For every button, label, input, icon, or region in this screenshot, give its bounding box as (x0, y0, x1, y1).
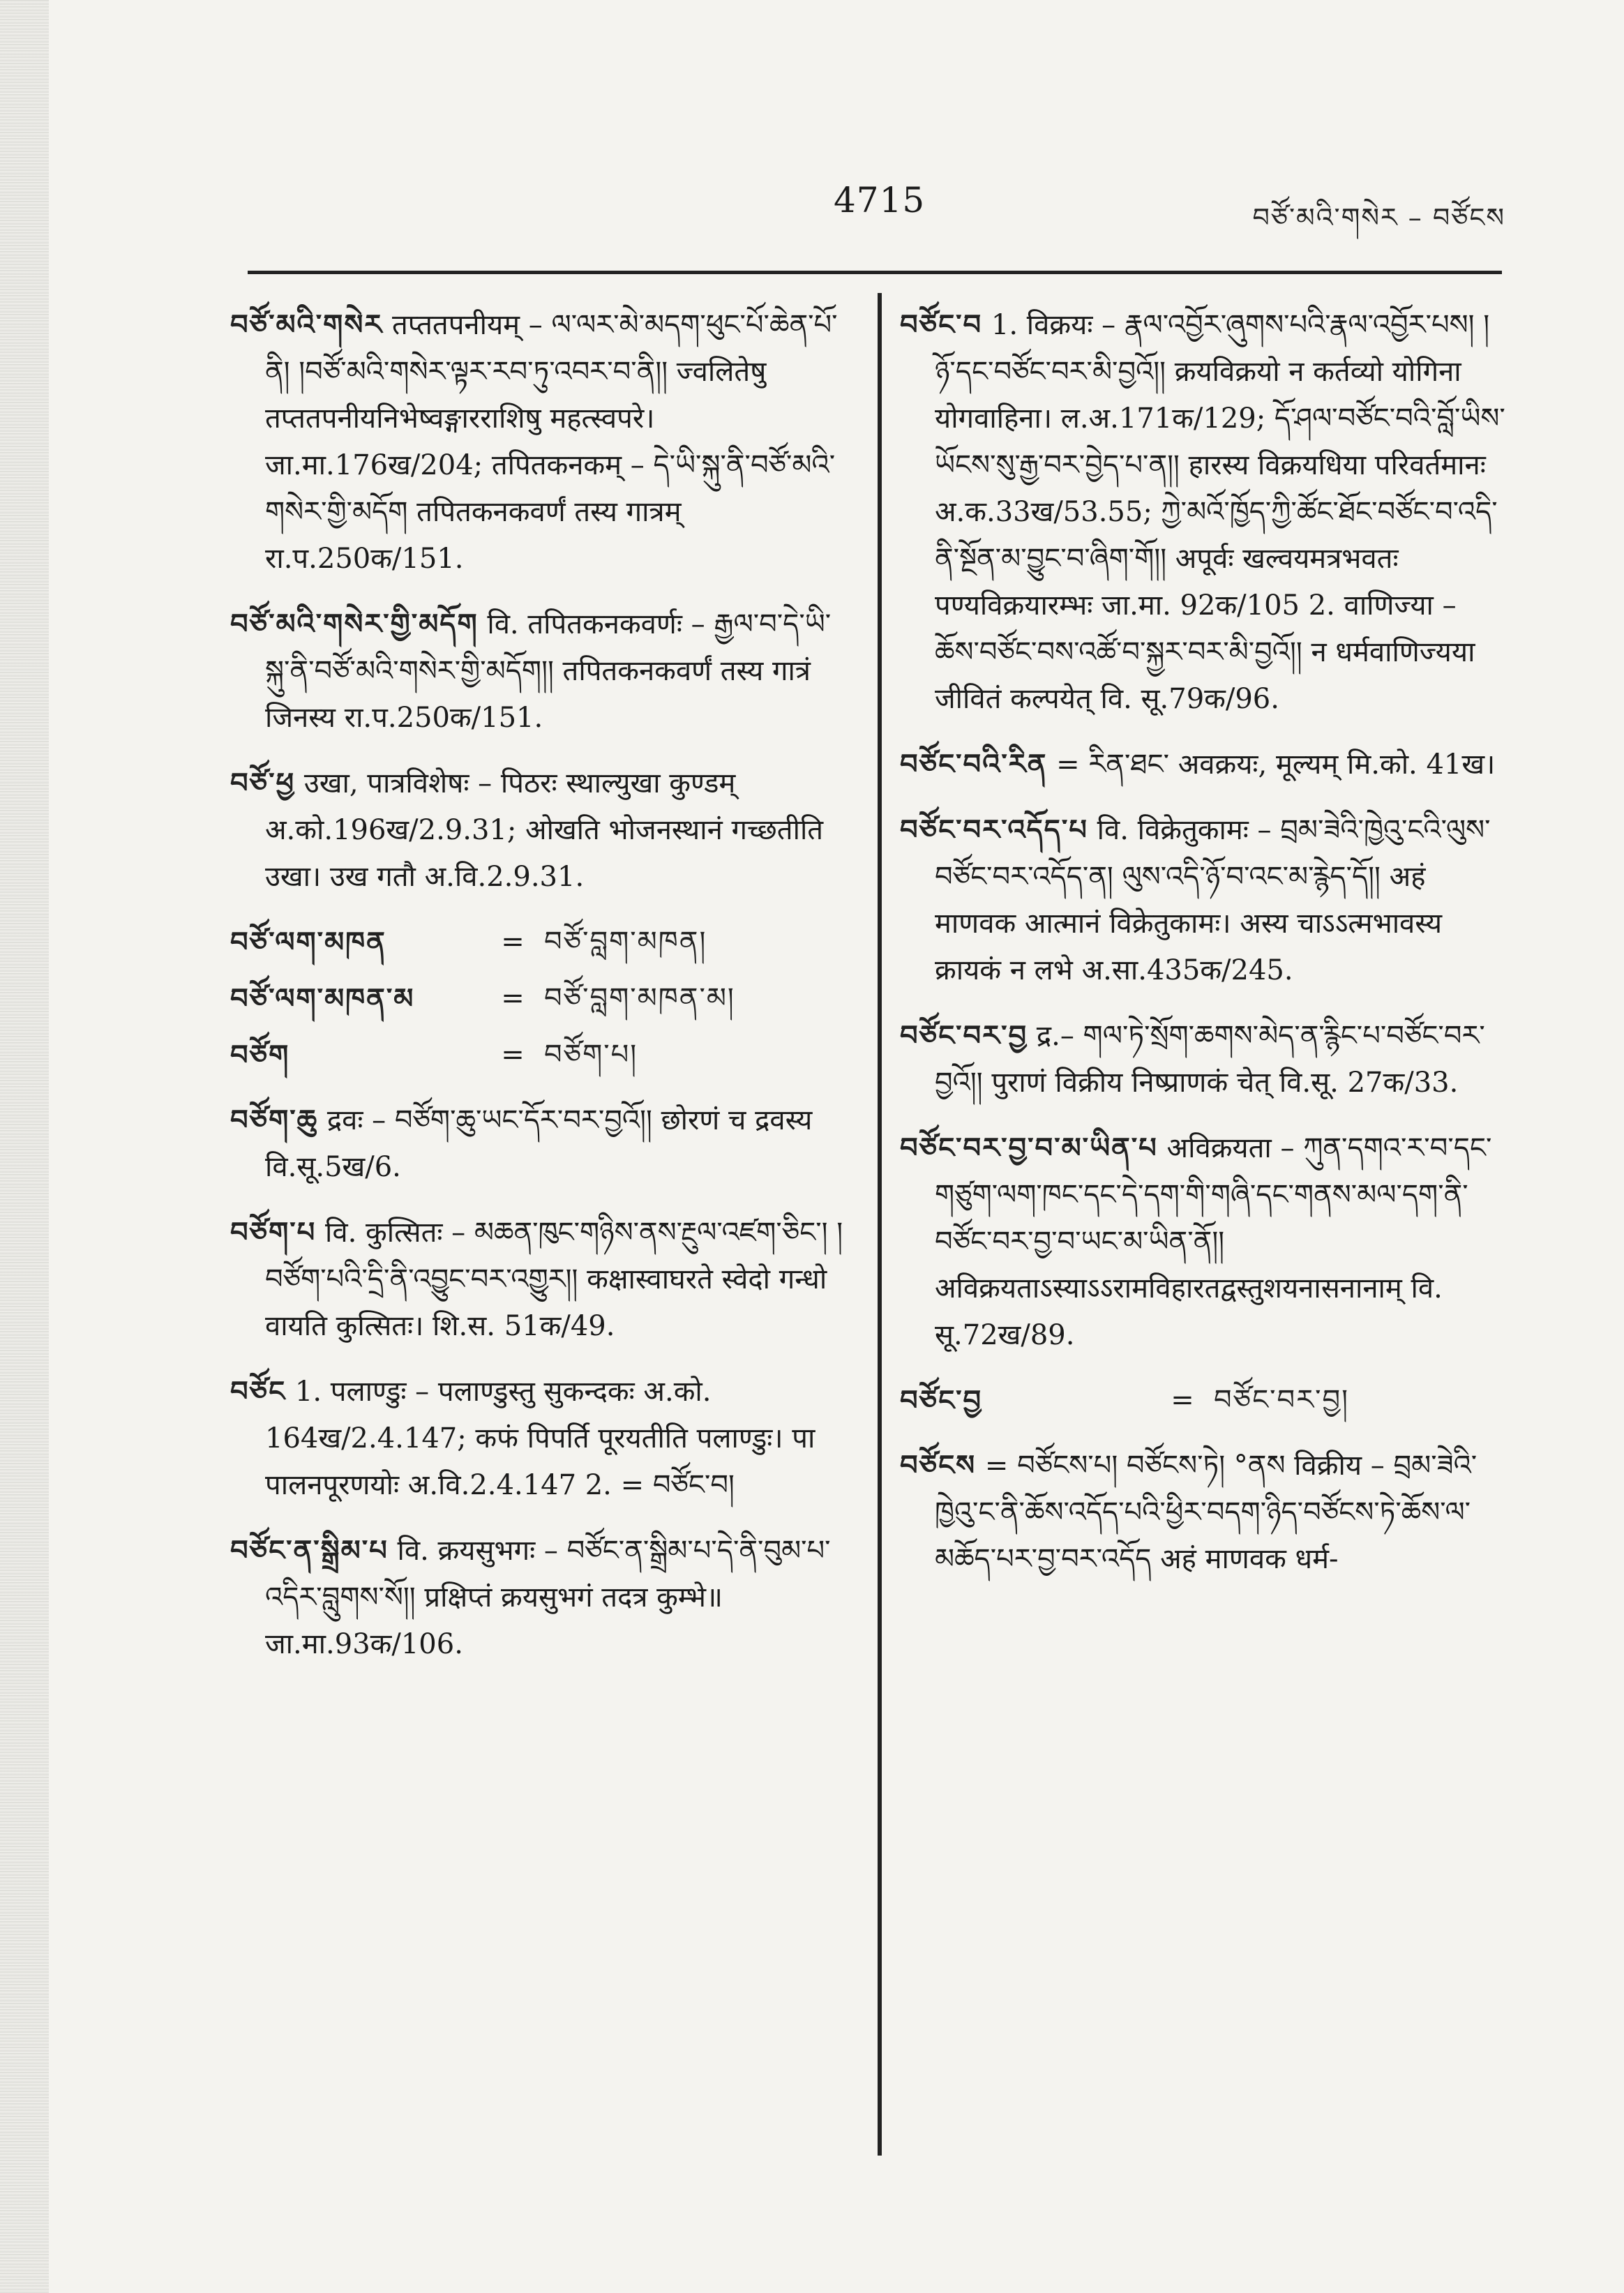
dictionary-entry (900, 1125, 1507, 1359)
header-rule (248, 271, 1502, 274)
cross-reference (230, 975, 844, 1022)
entry-body: 1. पलाण्डुः – पलाण्डुस्तु सुकन्दकः अ.को. 164ख/2.4.147; कफं पिपर्ति पूरयतीति पलाण्डुः। पा पालनपूरणयोः अ.वि.2.4.147 2. = བཙོང་བ། (265, 1376, 815, 1501)
entry-headword: བཙོང་བའི་རིན (900, 748, 1048, 781)
xref-equals: = (501, 982, 525, 1014)
dictionary-entry (230, 1209, 844, 1350)
xref-headword: བཙོ་ལག་མཁན་མ (230, 982, 415, 1015)
entry-body: तप्ततपनीयम् – ལ་ལར་མེ་མདག་ཕུང་པོ་ཆེན་པོ་ནི། །བཙོ་མའི་གསེར་ལྟར་རབ་ཏུ་འབར་བ་ནི།། ज्वलितेषु तप्ततपनीयनिभेष्वङ्गारराशिषु महत्स्वपरे। जा.मा.176ख/204; तपितकनकम् – དེ་ཡི་སྐུ་ནི་བཙོ་མའི་གསེར་གྱི་མདོག तपितकनकवर्णं तस्य गात्रम् रा.प.250क/151. (265, 309, 838, 575)
entry-body: वि. क्रयसुभगः – བཙོང་ན་སྒྲིམ་པ་དེ་ནི་བུམ་པ་འདིར་བླུགས་སོ།། प्रक्षिप्तं क्रयसुभगं तदत्र कुम्भे॥ जा.मा.93क/106. (265, 1535, 831, 1660)
entry-body: उखा, पात्रविशेषः – पिठरः स्थाल्युखा कुण्डम् अ.को.196ख/2.9.31; ओखति भोजनस्थानं गच्छतीति उखा। उख गतौ अ.वि.2.9.31. (265, 767, 824, 893)
running-head: བཙོ་མའི་གསེར – བཙོངས (1252, 202, 1505, 233)
dictionary-entry (900, 1442, 1507, 1583)
dictionary-entry (230, 301, 844, 582)
entry-body: द्रवः – བཙོག་ཆུ་ཡང་དོར་བར་བྱའོ།། छोरणं च द्रवस्य वि.सू.5ख/6. (265, 1104, 813, 1183)
dictionary-entry (900, 1012, 1507, 1106)
right-column (900, 301, 1507, 1601)
entry-body: द्र.– གལ་ཏེ་སྲོག་ཆགས་མེད་ན་རྙིང་པ་བཙོང་བར་བྱའོ།། पुराणं विक्रीय निष्प्राणकं चेत् वि.सू. 27क/33. (935, 1020, 1485, 1099)
entry-body: वि. विक्रेतुकामः – བྲམ་ཟེའི་ཁྱེའུ་ངའི་ལུས་བཙོང་བར་འདོད་ན། ལུས་འདི་ཉོ་བ་འང་མ་རྙེད་དོ།། अहं माणवक आत्मानं विक्रेतुकामः। अस्य चाऽऽत्मभावस्य क्रायकं न लभे अ.सा.435क/245. (935, 814, 1491, 986)
dictionary-entry (230, 1527, 844, 1668)
dictionary-entry (230, 760, 844, 901)
xref-headword: བཙོ་ལག་མཁན (230, 926, 386, 958)
xref-target: བཙོ་བླག་མཁན་མ། (544, 982, 735, 1014)
cross-reference (230, 1032, 844, 1078)
entry-body: वि. कुत्सितः – མཆན་ཁུང་གཉིས་ནས་རྔུལ་འཛག་ཅིང་། །བཙོག་པའི་དྲི་ནི་འབྱུང་བར་འགྱུར།། कक्षास्वाघरते स्वेदो गन्धो वायति कुत्सितः। शि.स. 51क/49. (265, 1217, 843, 1342)
xref-headword: བཙོག (230, 1039, 290, 1072)
left-column (230, 301, 844, 1686)
entry-body: = རིན་ཐང་ अवक्रयः, मूल्यम् मि.को. 41ख। (1056, 749, 1496, 781)
entry-headword: བཙོང་བར་བྱ (900, 1019, 1028, 1052)
entry-body: अविक्रयता – ཀུན་དགའ་ར་བ་དང་གཙུག་ལག་ཁང་དང་དེ་དག་གི་གཞི་དང་གནས་མལ་དག་ནི་བཙོང་བར་བྱ་བ་ཡང་མ་ཡིན་ནོ།། अविक्रयताऽस्याऽऽरामविहारतद्वस्तुशयनासनानाम् वि. सू.72ख/89. (935, 1132, 1492, 1351)
entry-headword: བཙོང་ན་སྒྲིམ་པ (230, 1534, 389, 1567)
entry-body: 1. विक्रयः – རྣལ་འབྱོར་ཞུགས་པའི་རྣལ་འབྱོར་པས། །ཉོ་དང་བཙོང་བར་མི་བྱའོ།། क्रयविक्रयो न कर्तव्यो योगिना योगवाहिना। ल.अ.171क/129; དོ་ཤལ་བཙོང་བའི་བློ་ཡིས་ཡོངས་སུ་རྒྱ་བར་བྱེད་པ་ན།། हारस्य विक्रयधिया परिवर्तमानः अ.क.33ख/53.55; ཀྱེ་མའོ་ཁྱོད་ཀྱི་ཚོང་ཐོང་བཙོང་བ་འདི་ནི་སྔོན་མ་བྱུང་བ་ཞིག་གོ།། अपूर्वः खल्वयमत्रभवतः पण्यविक्रयारम्भः जा.मा. 92क/105 2. वाणिज्या – ཆོས་བཙོང་བས་འཚོ་བ་སྐྱར་བར་མི་བྱའོ།། न धर्मवाणिज्यया जीवितं कल्पयेत् वि. सू.79क/96. (935, 309, 1505, 715)
dictionary-entry (900, 741, 1507, 788)
entry-headword: བཙོ་མའི་གསེར་གྱི་མདོག (230, 608, 479, 640)
entry-headword: བཙོང་བར་བྱ་བ་མ་ཡིན་པ (900, 1132, 1158, 1164)
entry-body: वि. तपितकनकवर्णः – རྒྱལ་བ་དེ་ཡི་སྐུ་ནི་བཙོ་མའི་གསེར་གྱི་མདོག།། तपितकनकवर्णं तस्य गात्रं जिनस्य रा.प.250क/151. (265, 608, 832, 734)
xref-equals: = (501, 926, 525, 958)
dictionary-entry (900, 806, 1507, 994)
dictionary-entry (230, 1097, 844, 1191)
xref-target: བཙོ་བླག་མཁན། (544, 926, 707, 958)
entry-headword: བཙོང (230, 1375, 287, 1408)
dictionary-entry (900, 301, 1507, 723)
xref-equals: = (501, 1039, 525, 1071)
entry-headword: བཙོང་བ (900, 308, 983, 341)
dictionary-entry (230, 1368, 844, 1509)
entry-headword: བཙོག་པ (230, 1216, 317, 1249)
cross-reference (900, 1377, 1507, 1424)
xref-target: བཙོག་པ། (544, 1039, 638, 1071)
entry-headword: བཙོ་མའི་གསེར (230, 308, 384, 341)
entry-headword: བཙོ་ཕྱ (230, 767, 296, 799)
page-number: 4715 (834, 180, 926, 220)
xref-target: བཙོང་བར་བྱ། (1214, 1384, 1350, 1416)
scan-edge (0, 0, 49, 2293)
entry-headword: བཙོང་བར་འདོད་པ (900, 813, 1088, 846)
column-divider (878, 293, 882, 2156)
dictionary-entry (230, 601, 844, 742)
entry-headword: བཙོངས (900, 1449, 977, 1482)
entry-body: = བཙོངས་པ། བཙོངས་ཏེ། °ནས विक्रीय – བྲམ་ཟེའི་ཁྱེའུ་ང་ནི་ཆོས་འདོད་པའི་ཕྱིར་བདག་ཉིད་བཙོངས་ཏེ་ཆོས་ལ་མཆོད་པར་བྱ་བར་འདོད अहं माणवक धर्म- (935, 1450, 1478, 1575)
cross-reference (230, 919, 844, 965)
xref-headword: བཙོང་བྱ (900, 1384, 983, 1417)
entry-headword: བཙོག་ཆུ (230, 1104, 319, 1136)
xref-equals: = (1171, 1384, 1194, 1416)
